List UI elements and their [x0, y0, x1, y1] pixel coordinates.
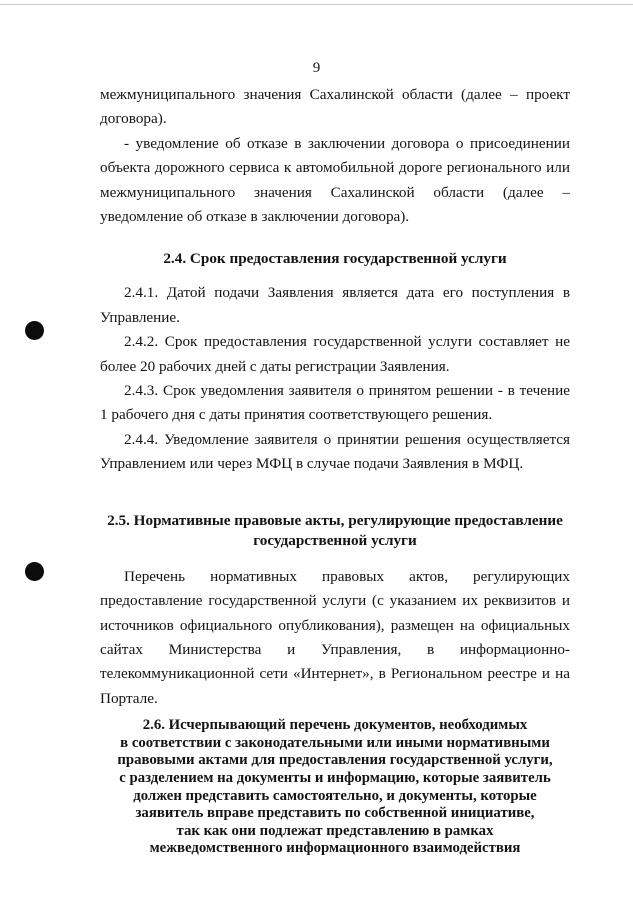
page-number: 9 — [312, 60, 321, 76]
section-paragraph: 2.4.4. Уведомление заявителя о принятии решения осуществляется Управлением или через МФЦ в случае подачи Заявления в МФЦ. — [100, 430, 570, 473]
section-paragraph: 2.4.2. Срок предоставления государственной услуги составляет не более 20 рабочих дней с даты регистрации Заявления. — [100, 333, 570, 375]
section-title-line: 2.6. Исчерпывающий перечень документов, необходимых — [142, 717, 528, 734]
section-title-2-5 — [100, 511, 570, 551]
section-paragraph: Перечень нормативных правовых актов, регулирующих предоставление государственной услуги (с указанием их реквизитов и источников официального опубликования), размещен на официальных сайтах Министерства и Управления, в информационно-телекоммуникационной сети «Интернет», в Региональном реестре и на Портале. — [100, 567, 570, 707]
section-title-2-6 — [100, 717, 570, 858]
punch-hole — [25, 321, 44, 340]
punch-hole — [25, 562, 44, 581]
section-title-line: с разделением на документы и информацию, которые заявитель — [119, 769, 551, 786]
document-body — [100, 83, 570, 858]
section-paragraph: 2.4.1. Датой подачи Заявления является дата его поступления в Управление. — [100, 284, 570, 326]
section-title-line: заявитель вправе представить по собственной инициативе, — [135, 805, 535, 822]
intro-paragraph: - уведомление об отказе в заключении договора о присоединении объекта дорожного сервиса к автомобильной дороге регионального или межмуниципального значения Сахалинской области (далее – уведомление об отказе в заключении договора). — [100, 134, 570, 226]
scan-edge-line — [0, 4, 633, 5]
section-title-line: правовыми актами для предоставления государственной услуги, — [117, 752, 553, 769]
intro-paragraph: межмуниципального значения Сахалинской области (далее – проект договора). — [100, 86, 570, 128]
section-title-2-4: 2.4. Срок предоставления государственной услуги — [163, 250, 507, 268]
section-title-line: 2.5. Нормативные правовые акты, регулирующие предоставление — [107, 511, 563, 529]
section-paragraph: 2.4.3. Срок уведомления заявителя о принятом решении - в течение 1 рабочего дня с даты принятия соответствующего решения. — [100, 382, 570, 424]
section-title-line: государственной услуги — [253, 531, 417, 549]
section-title-line: так как они подлежат представлению в рамках — [176, 822, 494, 839]
section-title-line: в соответствии с законодательными или иными нормативными — [120, 734, 550, 751]
section-title-line: межведомственного информационного взаимодействия — [149, 840, 521, 857]
section-title-line: должен представить самостоятельно, и документы, которые — [133, 787, 537, 804]
